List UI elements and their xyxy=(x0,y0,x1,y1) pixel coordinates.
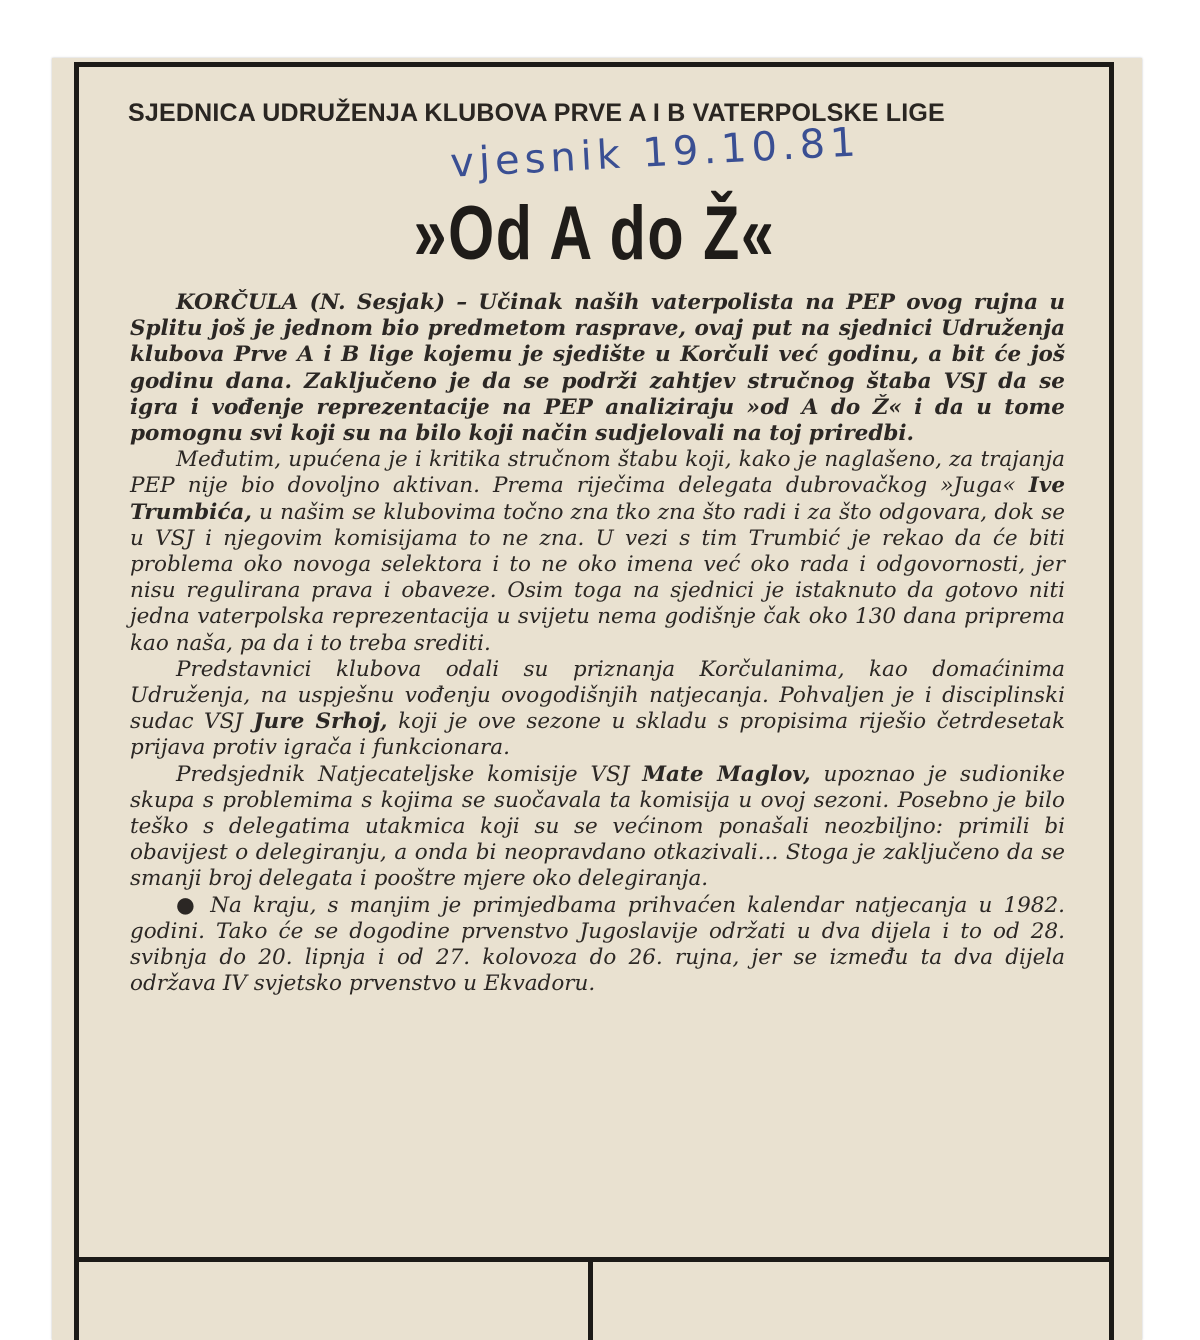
p4-text-a: Predsjednik Natjecateljske komisije VSJ xyxy=(176,761,643,787)
handwritten-date-note: vjesnik 19.10.81 xyxy=(449,119,862,187)
border-extension-middle xyxy=(588,1258,593,1340)
p2-text-b: u našim se klubovima točno zna tko zna što radi i za što odgovara, dok se u VSJ i njegovim komisijama to ne zna. U vezi s tim Trumbić je rekao da će biti problema oko novoga selektora i to ne oko imena već oko rada i odgovornosti, jer nisu regulirana prava i obaveze. Osim toga na sjednici je istaknuto da gotovo niti jedna vaterpolska reprezentacija u svijetu nema godišnje čak oko 130 dana priprema kao naša, pa da i to treba srediti. xyxy=(130,499,1065,656)
lead-paragraph: KORČULA (N. Sesjak) – Učinak naših vaterpolista na PEP ovog rujna u Splitu još je jednom bio predmetom rasprave, ovaj put na sjednici Udruženja klubova Prve A i B lige kojemu je sjedište u Korčuli već godinu, a bit će još godinu dana. Zaključeno je da se podrži zahtjev stručnog štaba VSJ da se igra i vođenje reprezentacije na PEP analiziraju »od A do Ž« i da u tome pomognu svi koji su na bilo koji način sudjelovali na toj priredbi. xyxy=(130,290,1065,447)
article-body xyxy=(130,290,1065,997)
border-extension-right xyxy=(1109,1258,1114,1340)
paragraph-4 xyxy=(130,762,1065,893)
p4-text-b: upoznao je sudionike skupa s problemima s kojima se suočavala ta komisija u ovoj sezoni. Posebno je bilo teško s delegatima utakmica koji su se većinom ponašali neozbiljno: primili bi obavijest o delegiranju, a onda bi neopravdano otkazivali... Stoga je zaključeno da se smanji broj delegata i pooštre mjere oko delegiranja. xyxy=(130,761,1065,892)
paragraph-5 xyxy=(130,893,1065,998)
paragraph-3 xyxy=(130,657,1065,762)
p4-name: Mate Maglov, xyxy=(642,761,811,787)
article-headline: »Od A do Ž« xyxy=(413,191,776,276)
p3-text-a: Predstavnici klubova odali su priznanja Korčulanima, kao domaćinima Udruženja, na uspješnu vođenju ovogodišnjih natjecanja. Pohvaljen je i disciplinski sudac VSJ xyxy=(130,656,1065,735)
p2-name: Ive Trumbića, xyxy=(130,473,1065,525)
bullet-icon: ● xyxy=(176,892,200,918)
p5-text: Na kraju, s manjim je primjedbama prihvaćen kalendar natjecanja u 1982. godini. Tako će se dogodine prvenstvo Jugoslavije održati u dva dijela i to od 28. svibnja do 20. lipnja i od 27. kolovoza do 26. rujna, jer se između ta dva dijela održava IV svjetsko prvenstvo u Ekvadoru. xyxy=(130,892,1066,997)
border-extension-left xyxy=(74,1258,79,1340)
p2-text-a: Međutim, upućena je i kritika stručnom štabu koji, kako je naglašeno, za trajanja PEP nije bio dovoljno aktivan. Prema riječima delegata dubrovačkog »Juga« xyxy=(130,447,1065,499)
paragraph-2 xyxy=(130,447,1065,657)
article-kicker: SJEDNICA UDRUŽENJA KLUBOVA PRVE A I B VATERPOLSKE LIGE xyxy=(128,99,945,127)
p3-text-b: koji je ove sezone u skladu s propisima riješio četrdesetak prijava protiv igrača i funkcionara. xyxy=(130,709,1065,761)
p3-name: Jure Srhoj, xyxy=(253,709,388,735)
